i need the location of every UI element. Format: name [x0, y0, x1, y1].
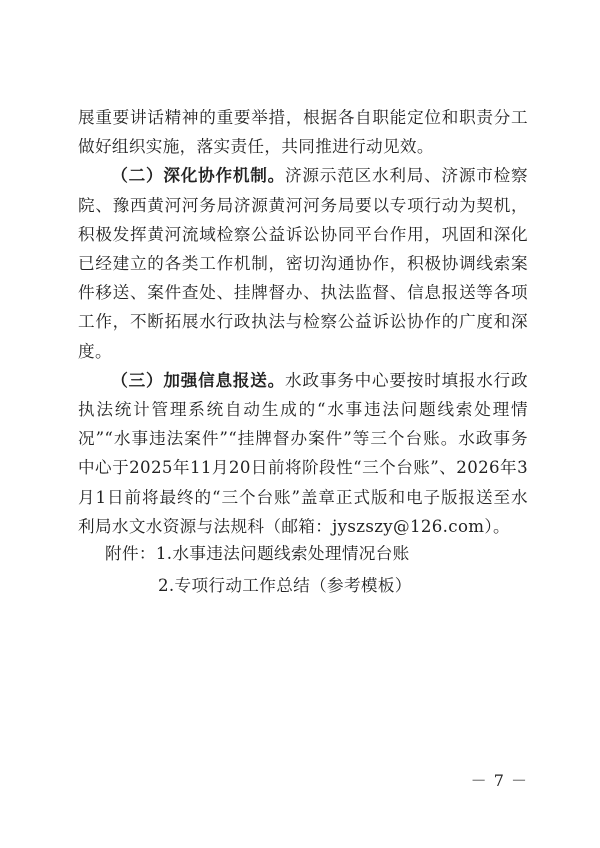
paragraph-reporting	[78, 366, 528, 541]
attachment-item-1: 1.水事违法问题线索处理情况台账	[155, 544, 410, 563]
attachments-label: 附件：	[105, 544, 156, 563]
section-text-collaboration: 济源示范区水利局、济源市检察院、豫西黄河河务局济源黄河河务局要以专项行动为契机，积极发挥黄河流域检察公益诉讼协同平台作用，巩固和深化已经建立的各类工作机制，密切沟通协作，积极协调线索案件移送、案件查处、挂牌督办、执法监督、信息报送等各项工作，不断拓展水行政执法与检察公益诉讼协作的广度和深度。	[78, 166, 528, 361]
document-body	[78, 103, 528, 541]
paragraph-collaboration	[78, 161, 528, 365]
attachment-item-2: 2.专项行动工作总结（参考模板）	[158, 576, 412, 595]
page-number: － 7 －	[470, 771, 528, 790]
attachments-list	[105, 538, 412, 602]
section-text-reporting: 水政事务中心要按时填报水行政执法统计管理系统自动生成的“水事违法问题线索处理情况”“水事违法案件”“挂牌督办案件”等三个台账。水政事务中心于2025年11月20日前将阶段性“三个台账”、2026年3月1日前将最终的“三个台账”盖章正式版和电子版报送至水利局水文水资源与法规科（邮箱：jyszszy@126.com）。	[78, 370, 528, 536]
section-heading-reporting: （三）加强信息报送。	[111, 370, 286, 390]
section-heading-collaboration: （二）深化协作机制。	[111, 166, 286, 186]
paragraph-continuation: 展重要讲话精神的重要举措，根据各自职能定位和职责分工做好组织实施，落实责任，共同推进行动见效。	[78, 108, 528, 157]
attachment-row-2	[105, 570, 412, 602]
attachment-row-1	[105, 538, 412, 570]
